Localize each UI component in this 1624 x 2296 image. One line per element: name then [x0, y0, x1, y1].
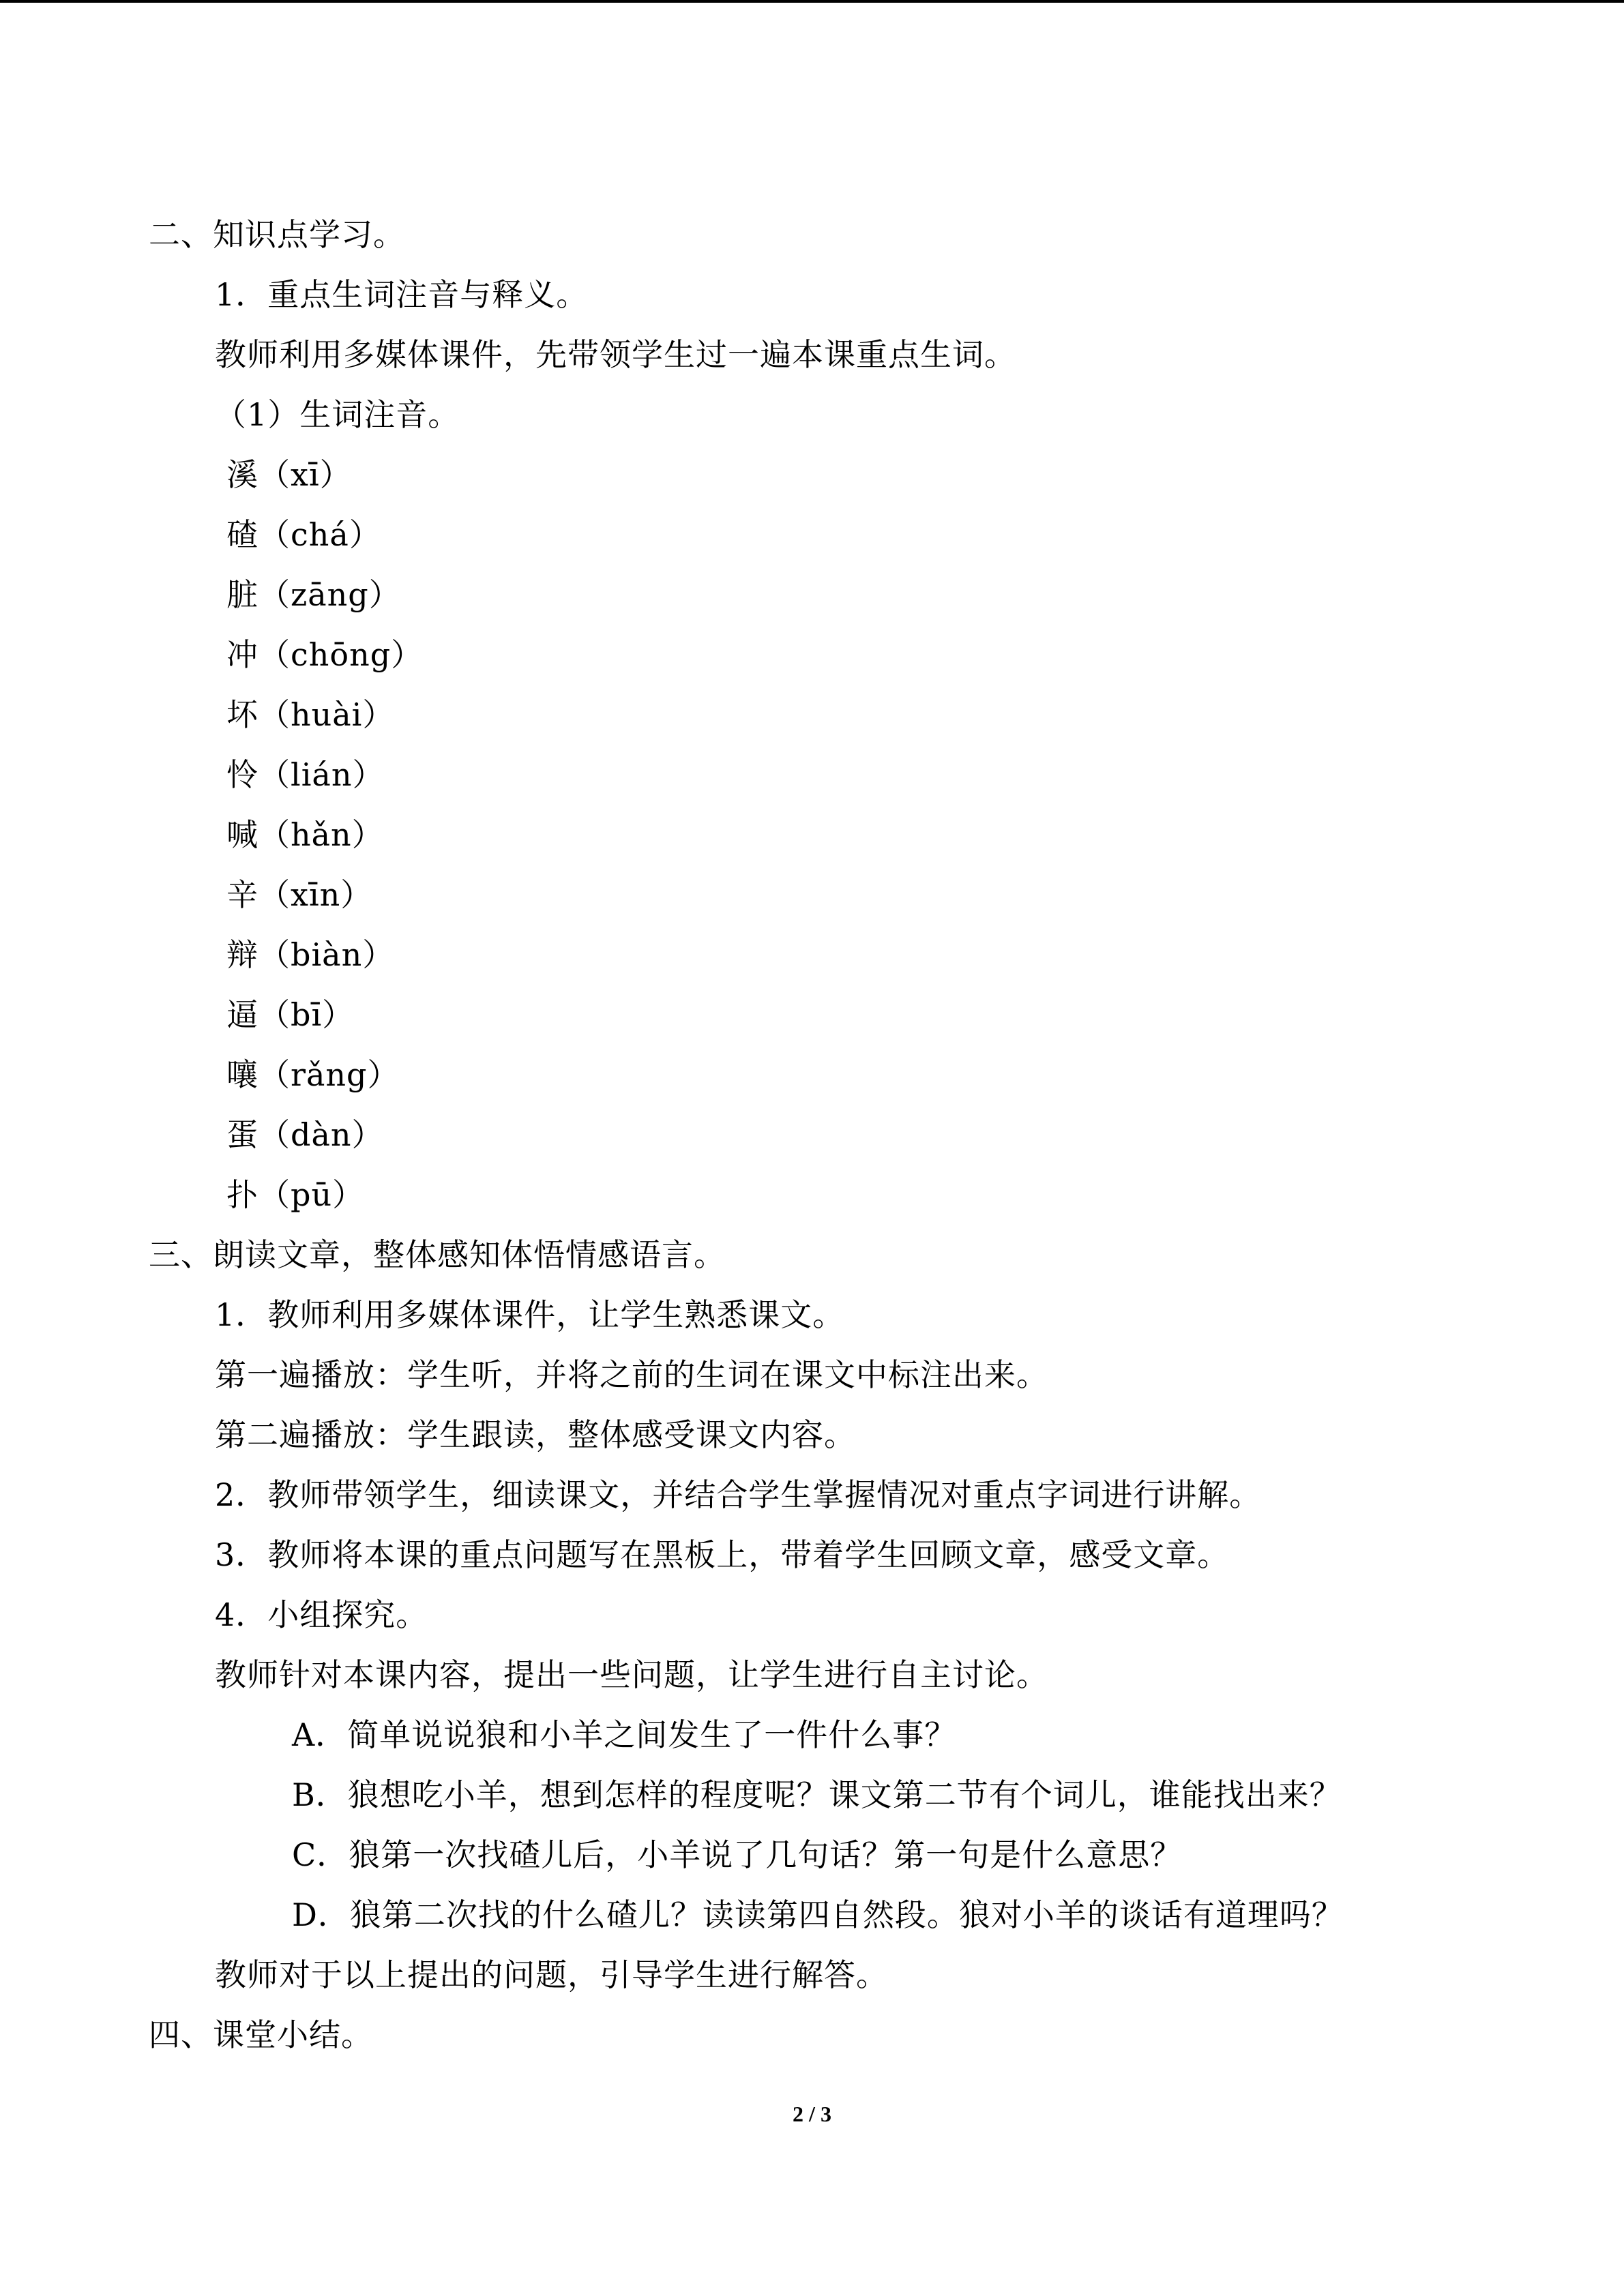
discussion-question: C．狼第一次找碴儿后，小羊说了几句话？第一句是什么意思？ [292, 1836, 1183, 1873]
vocab-word: 辩（biàn） [226, 936, 395, 973]
section-2-item-1: 1．重点生词注音与释义。 [215, 276, 589, 313]
section-3-play-2: 第二遍播放：学生跟读，整体感受课文内容。 [215, 1416, 856, 1453]
section-2-heading: 二、知识点学习。 [149, 216, 405, 253]
vocab-word: 怜（lián） [226, 756, 385, 793]
vocab-word: 扑（pū） [226, 1176, 365, 1213]
vocab-word: 嚷（rǎng） [226, 1056, 400, 1093]
section-3-heading: 三、朗读文章，整体感知体悟情感语言。 [149, 1236, 726, 1273]
vocab-word: 蛋（dàn） [226, 1116, 384, 1153]
vocab-word: 碴（chá） [226, 516, 381, 553]
vocab-word: 喊（hǎn） [226, 816, 384, 853]
discussion-intro: 教师针对本课内容，提出一些问题，让学生进行自主讨论。 [215, 1656, 1048, 1693]
discussion-question: A．简单说说狼和小羊之间发生了一件什么事？ [292, 1716, 957, 1753]
vocab-word: 逼（bī） [226, 996, 355, 1033]
vocab-word: 溪（xī） [226, 456, 352, 493]
section-3-item-3: 3．教师将本课的重点问题写在黑板上，带着学生回顾文章，感受文章。 [215, 1536, 1230, 1573]
vocab-word: 辛（xīn） [226, 876, 373, 913]
discussion-question: D．狼第二次找的什么碴儿？读读第四自然段。狼对小羊的谈话有道理吗？ [292, 1896, 1344, 1933]
discussion-question: B．狼想吃小羊，想到怎样的程度呢？课文第二节有个词儿，谁能找出来？ [292, 1776, 1342, 1813]
vocab-word: 坏（huài） [226, 696, 395, 733]
page-number: 2 / 3 [793, 2102, 831, 2126]
section-2-intro: 教师利用多媒体课件，先带领学生过一遍本课重点生词。 [215, 336, 1016, 373]
section-2-sub-1: （1）生词注音。 [215, 396, 460, 433]
section-3-closing: 教师对于以上提出的问题，引导学生进行解答。 [215, 1956, 888, 1993]
section-3-play-1: 第一遍播放：学生听，并将之前的生词在课文中标注出来。 [215, 1356, 1048, 1393]
section-3-item-4: 4．小组探究。 [215, 1596, 428, 1633]
section-3-item-2: 2．教师带领学生，细读课文，并结合学生掌握情况对重点字词进行讲解。 [215, 1476, 1262, 1513]
section-4-heading: 四、课堂小结。 [149, 2016, 373, 2053]
vocab-word: 脏（zāng） [226, 576, 401, 613]
vocab-word: 冲（chōng） [226, 636, 424, 673]
section-3-item-1: 1．教师利用多媒体课件，让学生熟悉课文。 [215, 1296, 845, 1333]
